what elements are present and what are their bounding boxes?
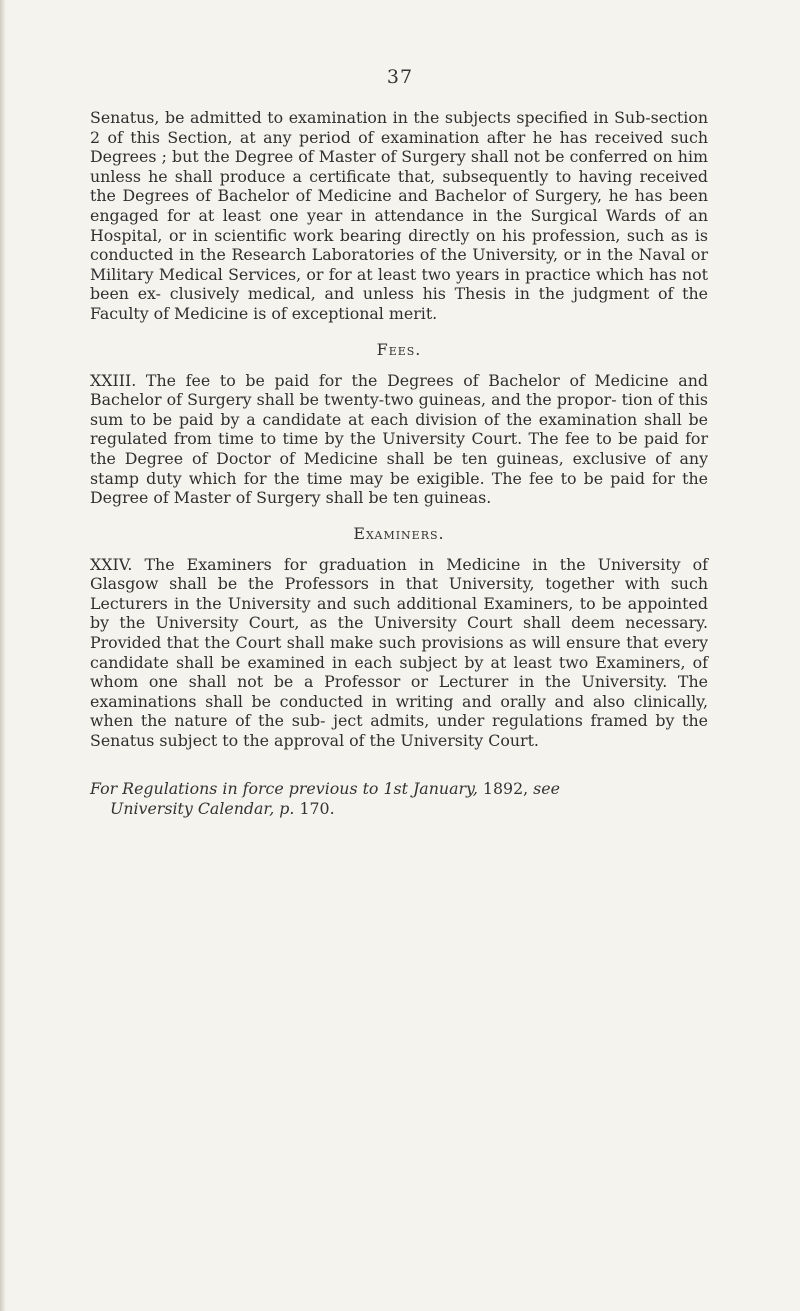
note-line-2 <box>90 799 708 819</box>
fees-paragraph: XXIII. The fee to be paid for the Degrees of Bachelor of Medicine and Bachelor of Surgery shall be twenty-two guineas, and the propor- tion of this sum to be paid by a candidate at each division of the examination shall be regulated from time to time by the University Court. The fee to be paid for the Degree of Doctor of Medicine shall be ten guineas, exclusive of any stamp duty which for the time may be exigible. The fee to be paid for the Degree of Master of Surgery shall be ten guineas. <box>90 370 708 508</box>
examiners-paragraph: XXIV. The Examiners for graduation in Medicine in the University of Glasgow shall be the Professors in that University, together with such Lecturers in the University and such additional Examiners, to be appointed by the University Court, as the University Court shall deem necessary. Provided that the Court shall make such provisions as will ensure that every candidate shall be examined in each subject by at least two Examiners, of whom one shall not be a Professor or Lecturer in the University. The examinations shall be conducted in writing and orally and also clinically, when the nature of the sub- ject admits, under regulations framed by the Senatus subject to the approval of the University Court. <box>90 554 708 751</box>
note-text-part2: see <box>533 778 560 798</box>
continuation-paragraph: Senatus, be admitted to examination in the subjects specified in Sub-section 2 of this Section, at any period of examination after he has received such Degrees ; but the Degree of Master of Surgery shall not be conferred on him unless he shall produce a certificate that, subsequently to having received the Degrees of Bachelor of Medicine and Bachelor of Surgery, he has been engaged for at least one year in attendance in the Surgical Wards of an Hospital, or in scientific work bearing directly on his profession, such as is conducted in the Research Laboratories of the University, or in the Naval or Military Medical Services, or for at least two years in practice which has not been ex- clusively medical, and unless his Thesis in the judgment of the Faculty of Medicine is of exceptional merit. <box>90 108 708 323</box>
examiners-heading: Examiners. <box>353 523 445 543</box>
note-text-part1: For Regulations in force previous to 1st January, <box>90 778 478 798</box>
note-page-ref: 170. <box>294 798 335 818</box>
fees-heading: Fees. <box>376 339 422 359</box>
note-year: 1892, <box>477 778 534 798</box>
page-number: 37 <box>386 66 414 88</box>
page-edge-shadow <box>0 0 6 1311</box>
page-content <box>90 108 708 819</box>
regulations-note <box>90 779 708 819</box>
note-text-part3: University Calendar, p. <box>110 798 295 818</box>
